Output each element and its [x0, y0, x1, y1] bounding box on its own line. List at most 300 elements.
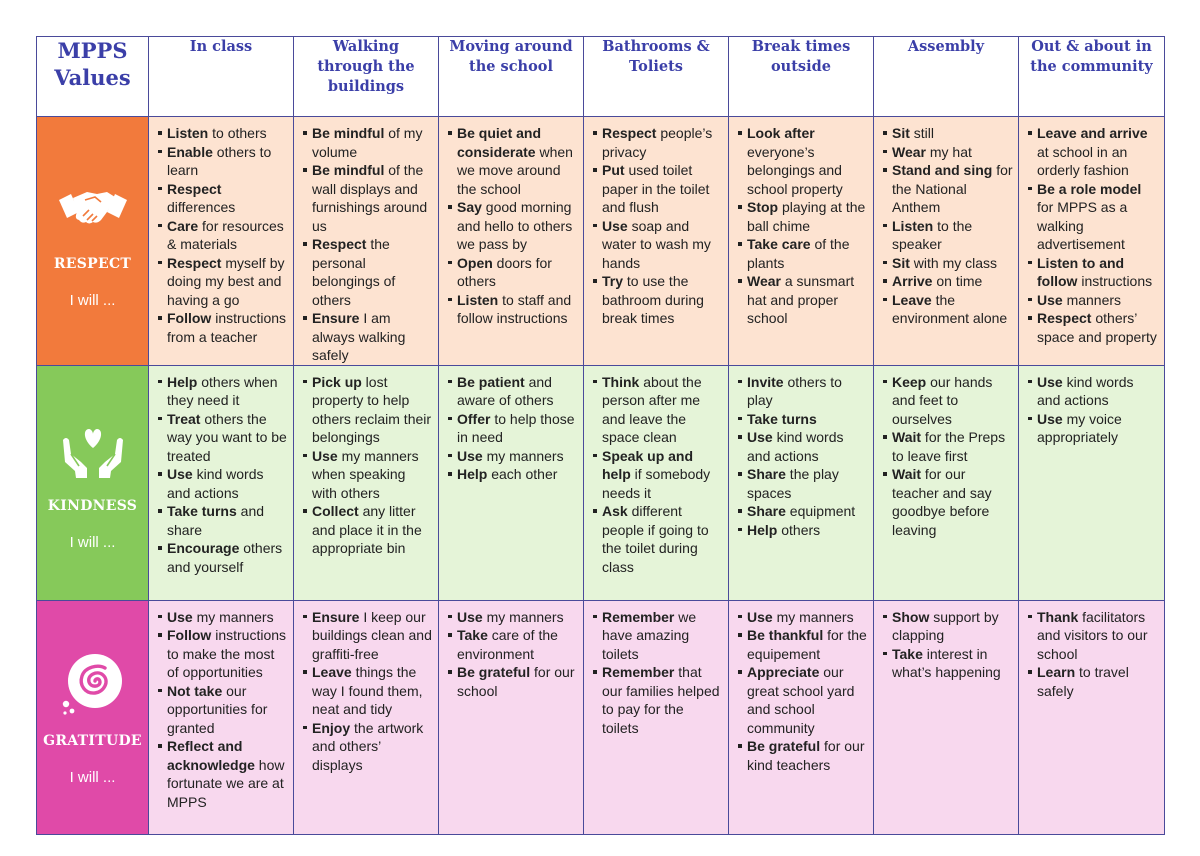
bullet-item — [737, 465, 869, 502]
action-detail: of the wall displays and furnishings around us — [312, 162, 428, 234]
gratitude-row — [37, 600, 1165, 834]
action-verb: Put — [602, 162, 625, 178]
respect-in-class-cell — [149, 117, 294, 366]
bullet-list — [584, 601, 728, 738]
action-verb: Listen to and follow — [1037, 254, 1125, 289]
column-header-break-times: Break times outside — [729, 37, 874, 117]
action-verb: Care — [167, 217, 199, 234]
bullet-list — [149, 601, 293, 812]
bullet-item — [592, 608, 724, 664]
gratitude-walking-cell — [294, 600, 439, 834]
action-verb: Learn — [1037, 664, 1076, 680]
i-will-label: I will ... — [69, 768, 116, 786]
action-detail: lost property to help others reclaim their belongings — [312, 373, 432, 445]
bullet-item — [157, 502, 289, 539]
action-verb: Be mindful — [312, 125, 385, 141]
respect-row — [37, 117, 1165, 366]
bullet-item — [1027, 373, 1160, 410]
action-verb: Not take — [167, 682, 223, 699]
action-detail: to staff and follow instructions — [457, 291, 572, 326]
header-row — [37, 37, 1165, 117]
bullet-item — [447, 410, 579, 447]
bullet-list — [439, 117, 583, 328]
action-detail: of my volume — [312, 125, 423, 160]
action-detail: for resources & materials — [167, 217, 284, 252]
action-detail: of the plants — [747, 236, 850, 271]
action-verb: Use — [167, 466, 193, 482]
action-detail: myself by doing my best and having a go — [167, 254, 285, 308]
gratitude-bathrooms-cell — [584, 600, 729, 834]
action-detail: instructions to make the most of opportunities — [167, 627, 287, 680]
action-detail: the environment alone — [892, 291, 1008, 326]
action-verb: Use — [312, 447, 338, 464]
bullet-item — [1027, 180, 1160, 254]
action-detail: kind words and actions — [1037, 373, 1134, 408]
action-detail: for the Preps to leave first — [892, 429, 1006, 464]
column-header-assembly: Assembly — [874, 37, 1019, 117]
action-detail: our great school yard and school community — [747, 664, 855, 736]
action-verb: Wear — [892, 143, 926, 160]
action-detail: a sunsmart hat and proper school — [747, 273, 855, 326]
action-detail: the personal belongings of others — [312, 236, 396, 308]
bullet-item — [1027, 291, 1160, 310]
action-detail: soap and water to wash my hands — [602, 217, 711, 271]
bullet-item — [157, 682, 289, 738]
column-header-bathrooms: Bathrooms & Toliets — [584, 37, 729, 117]
bullet-list — [874, 366, 1018, 540]
action-detail: the artwork and others’ displays — [312, 719, 424, 773]
action-detail: doors for others — [457, 254, 552, 289]
action-detail: support by clapping — [892, 608, 999, 643]
action-verb: Use — [1037, 410, 1063, 427]
bullet-item — [1027, 254, 1160, 291]
bullet-item — [302, 447, 434, 503]
bullet-list — [1019, 366, 1164, 447]
bullet-item — [592, 447, 724, 503]
gratitude-moving-cell — [439, 600, 584, 834]
bullet-item — [737, 410, 869, 429]
bullet-item — [447, 447, 579, 466]
action-detail: differences — [167, 199, 236, 215]
action-detail: how fortunate we are at MPPS — [167, 756, 285, 810]
action-detail: still — [909, 125, 935, 141]
action-detail: my hat — [925, 143, 972, 160]
bullet-list — [439, 366, 583, 484]
action-detail: everyone’s belongings and school property — [747, 143, 843, 197]
bullet-item — [737, 428, 869, 465]
gratitude-in-class-cell — [149, 600, 294, 834]
action-verb: Stand and sing — [892, 162, 993, 178]
action-detail: if somebody needs it — [602, 466, 711, 501]
action-verb: Arrive — [892, 273, 933, 289]
action-verb: Use — [457, 447, 483, 464]
action-detail: manners — [1062, 291, 1122, 308]
action-verb: Leave — [312, 664, 352, 680]
action-verb: Listen — [167, 125, 209, 141]
bullet-item — [302, 608, 434, 664]
action-detail: for our teacher and say goodbye before leaving — [892, 466, 992, 538]
bullet-item — [737, 608, 869, 627]
action-verb: Take turns — [747, 410, 817, 427]
action-detail: my manners when speaking with others — [312, 447, 419, 501]
action-detail: for our kind teachers — [747, 738, 865, 773]
action-detail: with my class — [909, 254, 998, 271]
bullet-item — [737, 272, 869, 328]
bullet-item — [1027, 309, 1160, 346]
action-verb: Leave — [892, 291, 932, 308]
action-detail: interest in what’s happening — [892, 645, 1001, 680]
action-verb: Sit — [892, 254, 910, 271]
bullet-item — [737, 373, 869, 410]
action-detail: and aware of others — [457, 373, 554, 408]
kindness-row — [37, 365, 1165, 600]
action-verb: Listen — [457, 291, 499, 308]
bullet-item — [157, 124, 289, 143]
action-verb: Use — [747, 429, 773, 445]
bullet-list — [439, 601, 583, 701]
bullet-item — [592, 124, 724, 161]
bullet-item — [737, 737, 869, 774]
action-detail: I am always walking safely — [312, 310, 406, 363]
action-verb: Respect — [312, 236, 367, 252]
bullet-list — [729, 117, 873, 328]
bullet-item — [737, 626, 869, 663]
action-detail: to use the bathroom during break times — [602, 273, 704, 326]
action-verb: Be patient — [457, 373, 525, 390]
action-detail: and share — [167, 503, 265, 538]
action-verb: Be thankful — [747, 627, 824, 643]
bullet-item — [882, 291, 1014, 328]
bullet-item — [1027, 663, 1160, 700]
bullet-item — [1027, 410, 1160, 447]
bullet-item — [302, 161, 434, 235]
bullet-item — [592, 663, 724, 737]
bullet-item — [447, 465, 579, 484]
bullet-item — [882, 143, 1014, 162]
bullet-item — [157, 143, 289, 180]
action-verb: Stop — [747, 199, 779, 215]
action-detail: for our school — [457, 664, 575, 699]
mpps-values-title: MPPS Values — [54, 38, 131, 90]
bullet-item — [737, 124, 869, 198]
bullet-item — [157, 217, 289, 254]
action-verb: Show — [892, 608, 930, 625]
action-detail: equipment — [785, 503, 856, 519]
action-verb: Share — [747, 466, 786, 482]
bullet-list — [294, 117, 438, 365]
action-verb: Wait — [892, 429, 922, 445]
bullet-item — [447, 663, 579, 700]
kindness-break-times-cell — [729, 365, 874, 600]
bullet-item — [882, 161, 1014, 217]
action-verb: Sit — [892, 125, 910, 141]
i-will-label: I will ... — [69, 534, 116, 551]
heart-hands-icon — [57, 414, 129, 486]
bullet-item — [447, 373, 579, 410]
action-verb: Take care — [747, 236, 811, 252]
action-verb: Think — [602, 373, 640, 390]
action-detail: kind words and actions — [167, 466, 264, 501]
action-verb: Use — [747, 608, 773, 625]
action-detail: my manners — [192, 608, 274, 625]
action-detail: to others — [208, 125, 267, 141]
action-verb: Ensure — [312, 310, 360, 326]
kindness-community-cell — [1019, 365, 1165, 600]
respect-assembly-cell — [874, 117, 1019, 366]
value-name: RESPECT — [53, 256, 132, 273]
action-verb: Be grateful — [747, 738, 821, 754]
bullet-list — [584, 117, 728, 328]
bullet-item — [737, 198, 869, 235]
kindness-moving-cell — [439, 365, 584, 600]
action-verb: Follow — [167, 310, 212, 326]
action-verb: Help — [167, 373, 198, 390]
action-detail: for the equipement — [747, 627, 867, 662]
bullet-list — [294, 601, 438, 775]
bullet-item — [157, 180, 289, 217]
action-verb: Respect — [602, 125, 657, 141]
action-detail: instructions from a teacher — [167, 310, 287, 345]
column-header-walking: Walking through the buildings — [294, 37, 439, 117]
bullet-item — [447, 254, 579, 291]
action-verb: Offer — [457, 410, 491, 427]
action-verb: Help — [457, 466, 488, 482]
i-will-label: I will ... — [69, 292, 116, 310]
bullet-item — [302, 309, 434, 365]
action-verb: Be grateful — [457, 664, 531, 680]
gratitude-value-cell — [37, 600, 149, 834]
action-detail: people’s privacy — [602, 125, 713, 160]
action-verb: Use — [602, 217, 628, 234]
bullet-item — [157, 465, 289, 502]
action-detail: others’ space and property — [1037, 310, 1157, 345]
action-detail: good morning and hello to others we pass by — [457, 199, 573, 252]
action-detail: each other — [487, 466, 558, 482]
bullet-item — [737, 663, 869, 737]
bullet-item — [302, 719, 434, 775]
action-verb: Enable — [167, 143, 213, 160]
action-detail: care of the environment — [457, 627, 558, 662]
handshake-icon — [57, 172, 129, 244]
action-detail: at school in an orderly fashion — [1037, 143, 1129, 178]
column-header-community: Out & about in the community — [1019, 37, 1165, 117]
action-detail: any litter and place it in the appropriate bin — [312, 503, 422, 556]
action-detail: to help those in need — [457, 410, 575, 445]
respect-value-cell — [37, 117, 149, 366]
action-verb: Help — [747, 521, 778, 538]
bullet-item — [1027, 124, 1160, 180]
bullet-item — [882, 217, 1014, 254]
bullet-item — [447, 291, 579, 328]
bullet-item — [592, 217, 724, 273]
action-verb: Collect — [312, 503, 359, 519]
action-detail: for MPPS as a walking advertisement — [1037, 199, 1128, 252]
action-verb: Thank — [1037, 608, 1079, 625]
corner-title-cell — [37, 37, 149, 117]
bullet-item — [882, 272, 1014, 291]
kindness-value-cell — [37, 365, 149, 600]
action-verb: Wear — [747, 273, 781, 289]
action-verb: Share — [747, 503, 786, 519]
action-detail: others and yourself — [167, 540, 283, 575]
bullet-item — [157, 309, 289, 346]
action-verb: Remember — [602, 664, 675, 680]
action-verb: Take — [457, 627, 488, 643]
action-detail: different people if going to the toilet during class — [602, 503, 709, 575]
bullet-item — [302, 502, 434, 558]
bullet-list — [1019, 601, 1164, 701]
action-detail: my manners — [482, 608, 564, 625]
action-detail: to travel safely — [1037, 664, 1129, 699]
action-detail: about the person after me and leave the space clean — [602, 373, 702, 445]
bullet-list — [729, 366, 873, 540]
bullet-item — [302, 373, 434, 447]
bullet-item — [157, 539, 289, 576]
bullet-list — [874, 117, 1018, 328]
action-verb: Be quiet and considerate — [457, 125, 542, 160]
action-verb: Take turns — [167, 503, 237, 519]
action-detail: on time — [932, 273, 983, 289]
action-detail: that our families helped to pay for the toilets — [602, 664, 720, 736]
action-verb: Treat — [167, 410, 201, 427]
respect-community-cell — [1019, 117, 1165, 366]
action-verb: Respect — [167, 254, 222, 271]
action-detail: others to learn — [167, 143, 272, 178]
action-verb: Respect — [167, 180, 222, 197]
action-detail: my manners — [772, 608, 854, 625]
respect-walking-cell — [294, 117, 439, 366]
action-detail: my manners — [482, 447, 564, 464]
value-name: KINDNESS — [47, 498, 138, 514]
kindness-walking-cell — [294, 365, 439, 600]
action-verb: Use — [1037, 291, 1063, 308]
action-detail: for the National Anthem — [892, 162, 1013, 215]
action-detail: when we move around the school — [457, 143, 573, 197]
action-verb: Encourage — [167, 540, 240, 556]
action-verb: Follow — [167, 627, 212, 643]
action-verb: Say — [457, 199, 482, 215]
action-verb: Ask — [602, 503, 628, 519]
value-name: GRATITUDE — [43, 732, 142, 749]
bullet-item — [157, 737, 289, 811]
respect-bathrooms-cell — [584, 117, 729, 366]
bullet-item — [882, 465, 1014, 539]
action-detail: things the way I found them, neat and tidy — [312, 664, 423, 717]
bullet-item — [447, 626, 579, 663]
bullet-item — [882, 373, 1014, 429]
bullet-list — [294, 366, 438, 558]
bullet-item — [157, 373, 289, 410]
action-verb: Reflect and acknowledge — [167, 738, 255, 773]
action-verb: Take — [892, 645, 923, 662]
action-verb: Respect — [1037, 310, 1092, 326]
bullet-list — [729, 601, 873, 775]
kindness-assembly-cell — [874, 365, 1019, 600]
action-detail: others when they need it — [167, 373, 278, 408]
column-header-in-class: In class — [149, 37, 294, 117]
bullet-item — [737, 235, 869, 272]
bullet-item — [1027, 608, 1160, 664]
action-detail: my voice appropriately — [1037, 410, 1122, 445]
bullet-item — [882, 428, 1014, 465]
action-verb: Use — [167, 608, 193, 625]
bullet-item — [882, 254, 1014, 273]
bullet-item — [592, 161, 724, 217]
action-detail: our opportunities for granted — [167, 682, 268, 736]
action-verb: Wait — [892, 466, 922, 482]
bullet-list — [149, 366, 293, 577]
bullet-item — [737, 502, 869, 521]
bullet-item — [157, 608, 289, 627]
bullet-item — [882, 645, 1014, 682]
bullet-item — [157, 626, 289, 682]
action-detail: kind words and actions — [747, 429, 844, 464]
bullet-item — [447, 608, 579, 627]
column-header-moving: Moving around the school — [439, 37, 584, 117]
action-verb: Listen — [892, 217, 934, 234]
gratitude-assembly-cell — [874, 600, 1019, 834]
action-verb: Remember — [602, 608, 675, 625]
action-verb: Enjoy — [312, 719, 351, 736]
action-verb: Try — [602, 273, 624, 289]
gratitude-break-times-cell — [729, 600, 874, 834]
bullet-item — [447, 198, 579, 254]
action-detail: our hands and feet to ourselves — [892, 373, 993, 427]
lollipop-swirl-icon — [57, 649, 129, 721]
action-verb: Keep — [892, 373, 927, 390]
action-verb: Look after — [747, 125, 815, 141]
values-matrix-table — [36, 36, 1165, 835]
action-verb: Invite — [747, 373, 784, 390]
action-detail: used toilet paper in the toilet and flush — [602, 162, 710, 215]
action-verb: Use — [457, 608, 483, 625]
action-detail: facilitators and visitors to our school — [1037, 608, 1148, 662]
action-verb: Use — [1037, 373, 1063, 390]
action-detail: playing at the ball chime — [747, 199, 866, 234]
action-detail: others to play — [747, 373, 842, 408]
action-verb: Pick up — [312, 373, 362, 390]
gratitude-community-cell — [1019, 600, 1165, 834]
bullet-item — [302, 124, 434, 161]
bullet-item — [592, 272, 724, 328]
respect-break-times-cell — [729, 117, 874, 366]
bullet-item — [157, 410, 289, 466]
action-detail: I keep our buildings clean and graffiti-free — [312, 608, 432, 662]
bullet-item — [737, 521, 869, 540]
action-detail: others — [777, 521, 821, 538]
bullet-item — [592, 502, 724, 576]
bullet-item — [302, 663, 434, 719]
action-detail: to the speaker — [892, 217, 973, 252]
bullet-item — [592, 373, 724, 447]
kindness-bathrooms-cell — [584, 365, 729, 600]
bullet-list — [149, 117, 293, 346]
bullet-list — [874, 601, 1018, 682]
action-verb: Be mindful — [312, 162, 385, 178]
action-verb: Speak up and help — [602, 447, 694, 482]
action-detail: the play spaces — [747, 466, 839, 501]
bullet-item — [447, 124, 579, 198]
action-verb: Leave and arrive — [1037, 125, 1148, 141]
action-verb: Appreciate — [747, 664, 820, 680]
action-detail: instructions — [1077, 273, 1153, 289]
bullet-item — [882, 124, 1014, 143]
action-detail: others the way you want to be treated — [167, 410, 287, 464]
kindness-in-class-cell — [149, 365, 294, 600]
bullet-list — [1019, 117, 1164, 346]
action-verb: Open — [457, 254, 493, 271]
action-detail: we have amazing toilets — [602, 608, 697, 662]
